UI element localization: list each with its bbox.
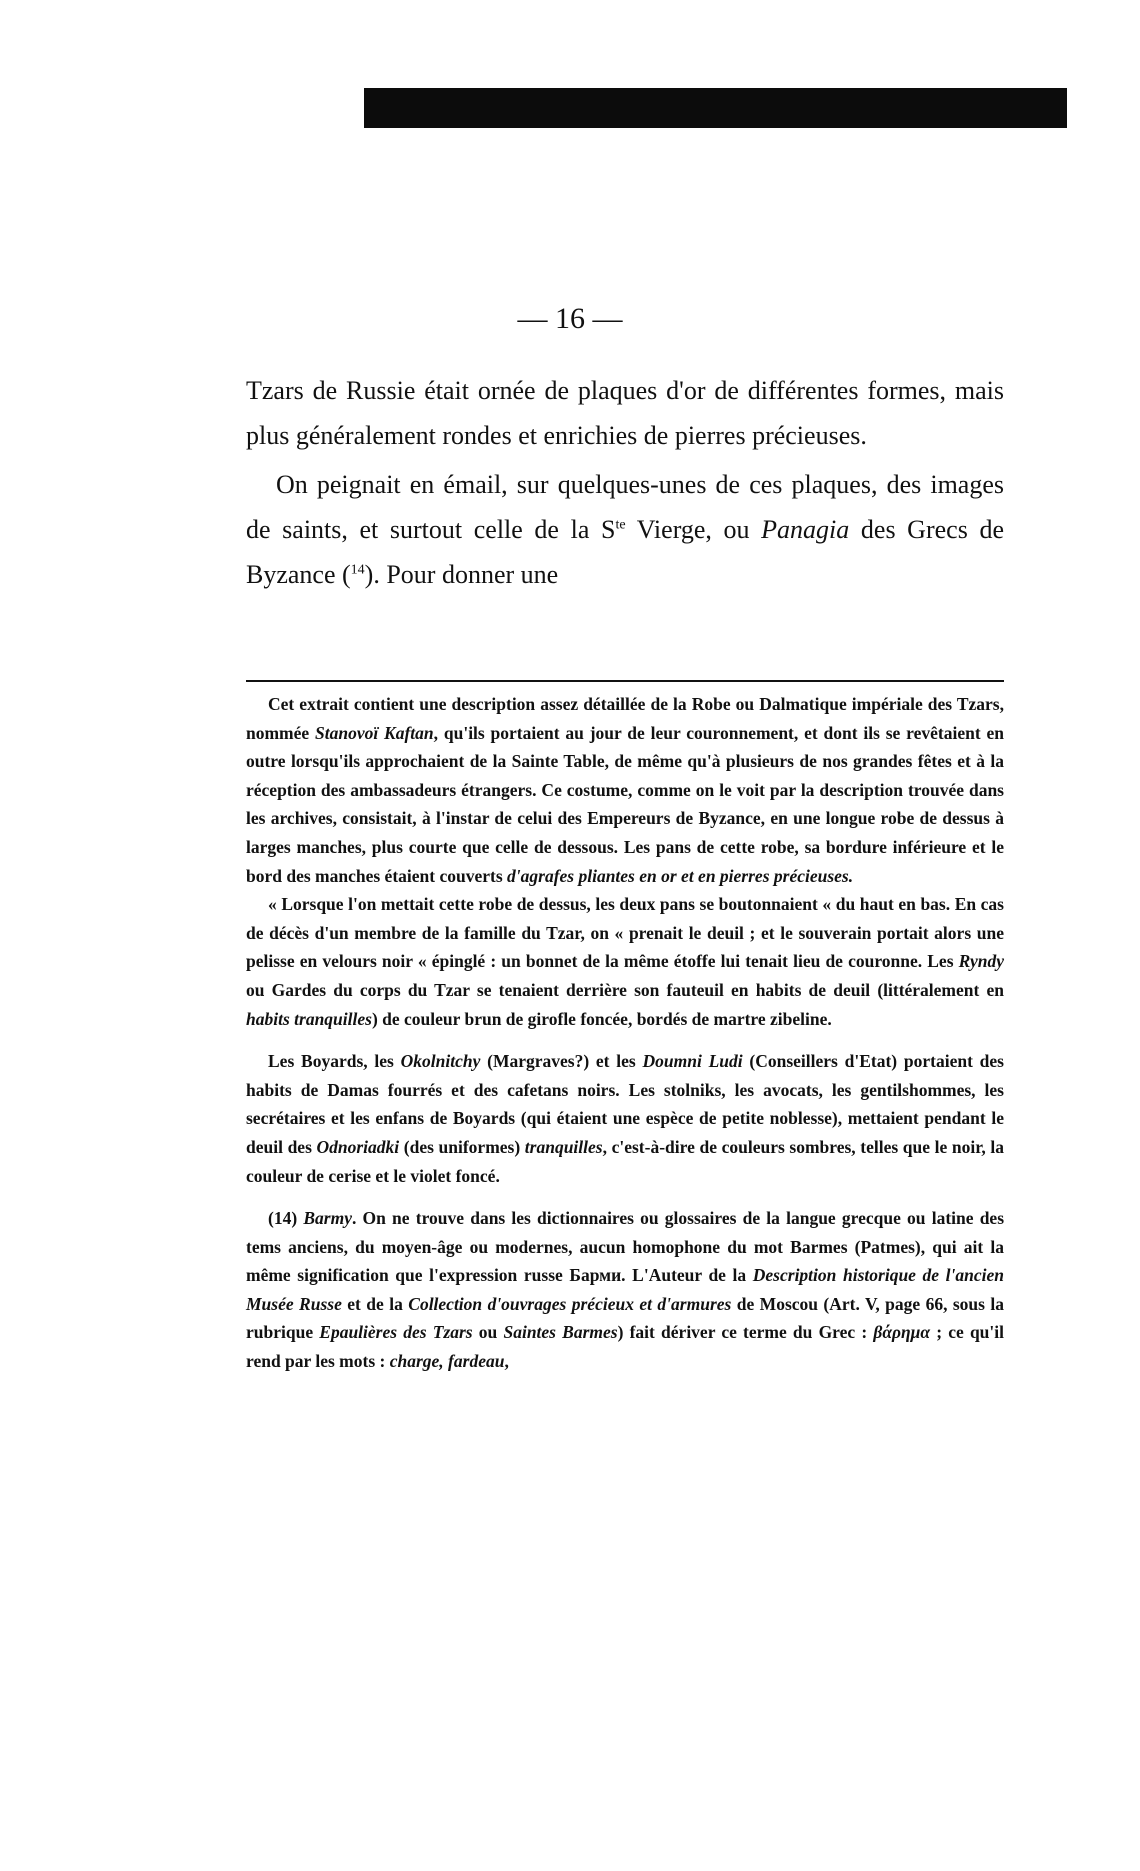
greek-word: βάρημα xyxy=(873,1322,931,1343)
note-paragraph-1: Cet extrait contient une description assez détaillée de la Robe ou Dalmatique impériale des Tzars, nommée Stanovoï Kaftan, qu'ils portaient au jour de leur couronnement, et dont ils se revêtaient en outre lorsqu'ils approchaient de la Sainte Table, de même qu'à plusieurs de nos grandes fêtes et à la réception des ambassadeurs étrangers. Ce costume, comme on le voit par la description trouvée dans les archives, consistait, à l'instar de celui des Empereurs de Byzance, en une longue robe de dessus à larges manches, plus courte que celle de dessous. Les pans de cette robe, sa bordure inférieure et le bord des manches étaient couverts d'agrafes pliantes en or et en pierres précieuses. xyxy=(246,694,1004,886)
term-odnoriadki: Odnoriadki xyxy=(316,1136,400,1157)
footnote-14: (14) Barmy. On ne trouve dans les dictionnaires ou glossaires de la langue grecque ou latine des tems anciens, du moyen-âge ou modernes, aucun homophone du mot Barmes (Patmes), qui ait la même signification que l'expression russe Барми. L'Auteur de la Description historique de l'ancien Musée Russe et de la Collection d'ouvrages précieux et d'armures de Moscou (Art. V, page 66, sous la rubrique Epaulières des Tzars ou Saintes Barmes) fait dériver ce terme du Grec : βάρημα ; ce qu'il rend par les mots : charge, fardeau, xyxy=(246,1208,1005,1372)
scan-header-bar xyxy=(364,88,1067,128)
note-paragraph-2: « Lorsque l'on mettait cette robe de dessus, les deux pans se boutonnaient « du haut en bas. En cas de décès d'un membre de la famille du Tzar, on « prenait le deuil ; et le souverain portait alors une pelisse en velours noir « épinglé : un bonnet de la même étoffe lui tenait lieu de couronne. Les Ryndy ou Gardes du corps du Tzar se tenaient derrière son fauteuil en habits de deuil (littéralement en habits tranquilles) de couleur brun de girofle foncée, bordés de martre zibeline. xyxy=(246,894,1004,1029)
term-panagia: Panagia xyxy=(761,515,850,544)
paragraph-2: On peignait en émail, sur quelques-unes de ces plaques, des images de saints, et surtout celle de la $S^{te}$ Vierge, ou Panagia des Grecs de Byzance ($^{14}$). Pour donner une xyxy=(246,470,1004,589)
term-stanovoi-kaftan: Stanovoï Kaftan xyxy=(315,722,434,743)
term-barmy: Barmy xyxy=(303,1208,352,1229)
paragraph-1: Tzars de Russie était ornée de plaques d'or de différentes formes, mais plus généralement rondes et enrichies de pierres précieuses. xyxy=(246,376,1004,450)
footnotes xyxy=(246,690,1004,1376)
main-text xyxy=(246,368,1004,597)
footnote-divider xyxy=(246,680,1004,682)
page-number: — 16 — xyxy=(517,302,623,335)
term-ryndy: Ryndy xyxy=(958,951,1004,972)
term-okolnitchy: Okolnitchy xyxy=(400,1051,481,1072)
note-paragraph-3: Les Boyards, les Okolnitchy (Margraves?) et les Doumni Ludi (Conseillers d'Etat) portaient des habits de Damas fourrés et des cafetans noirs. Les stolniks, les avocats, les gentilshommes, les secrétaires et les enfans de Boyards (qui étaient une espèce de petite noblesse), mettaient pendant le deuil des Odnoriadki (des uniformes) tranquilles, c'est-à-dire de couleurs sombres, telles que le noir, la couleur de cerise et le violet foncé. xyxy=(246,1051,1004,1186)
term-doumni-ludi: Doumni Ludi xyxy=(642,1051,743,1072)
footnote-ref-14[interactable]: 14 xyxy=(350,562,365,578)
